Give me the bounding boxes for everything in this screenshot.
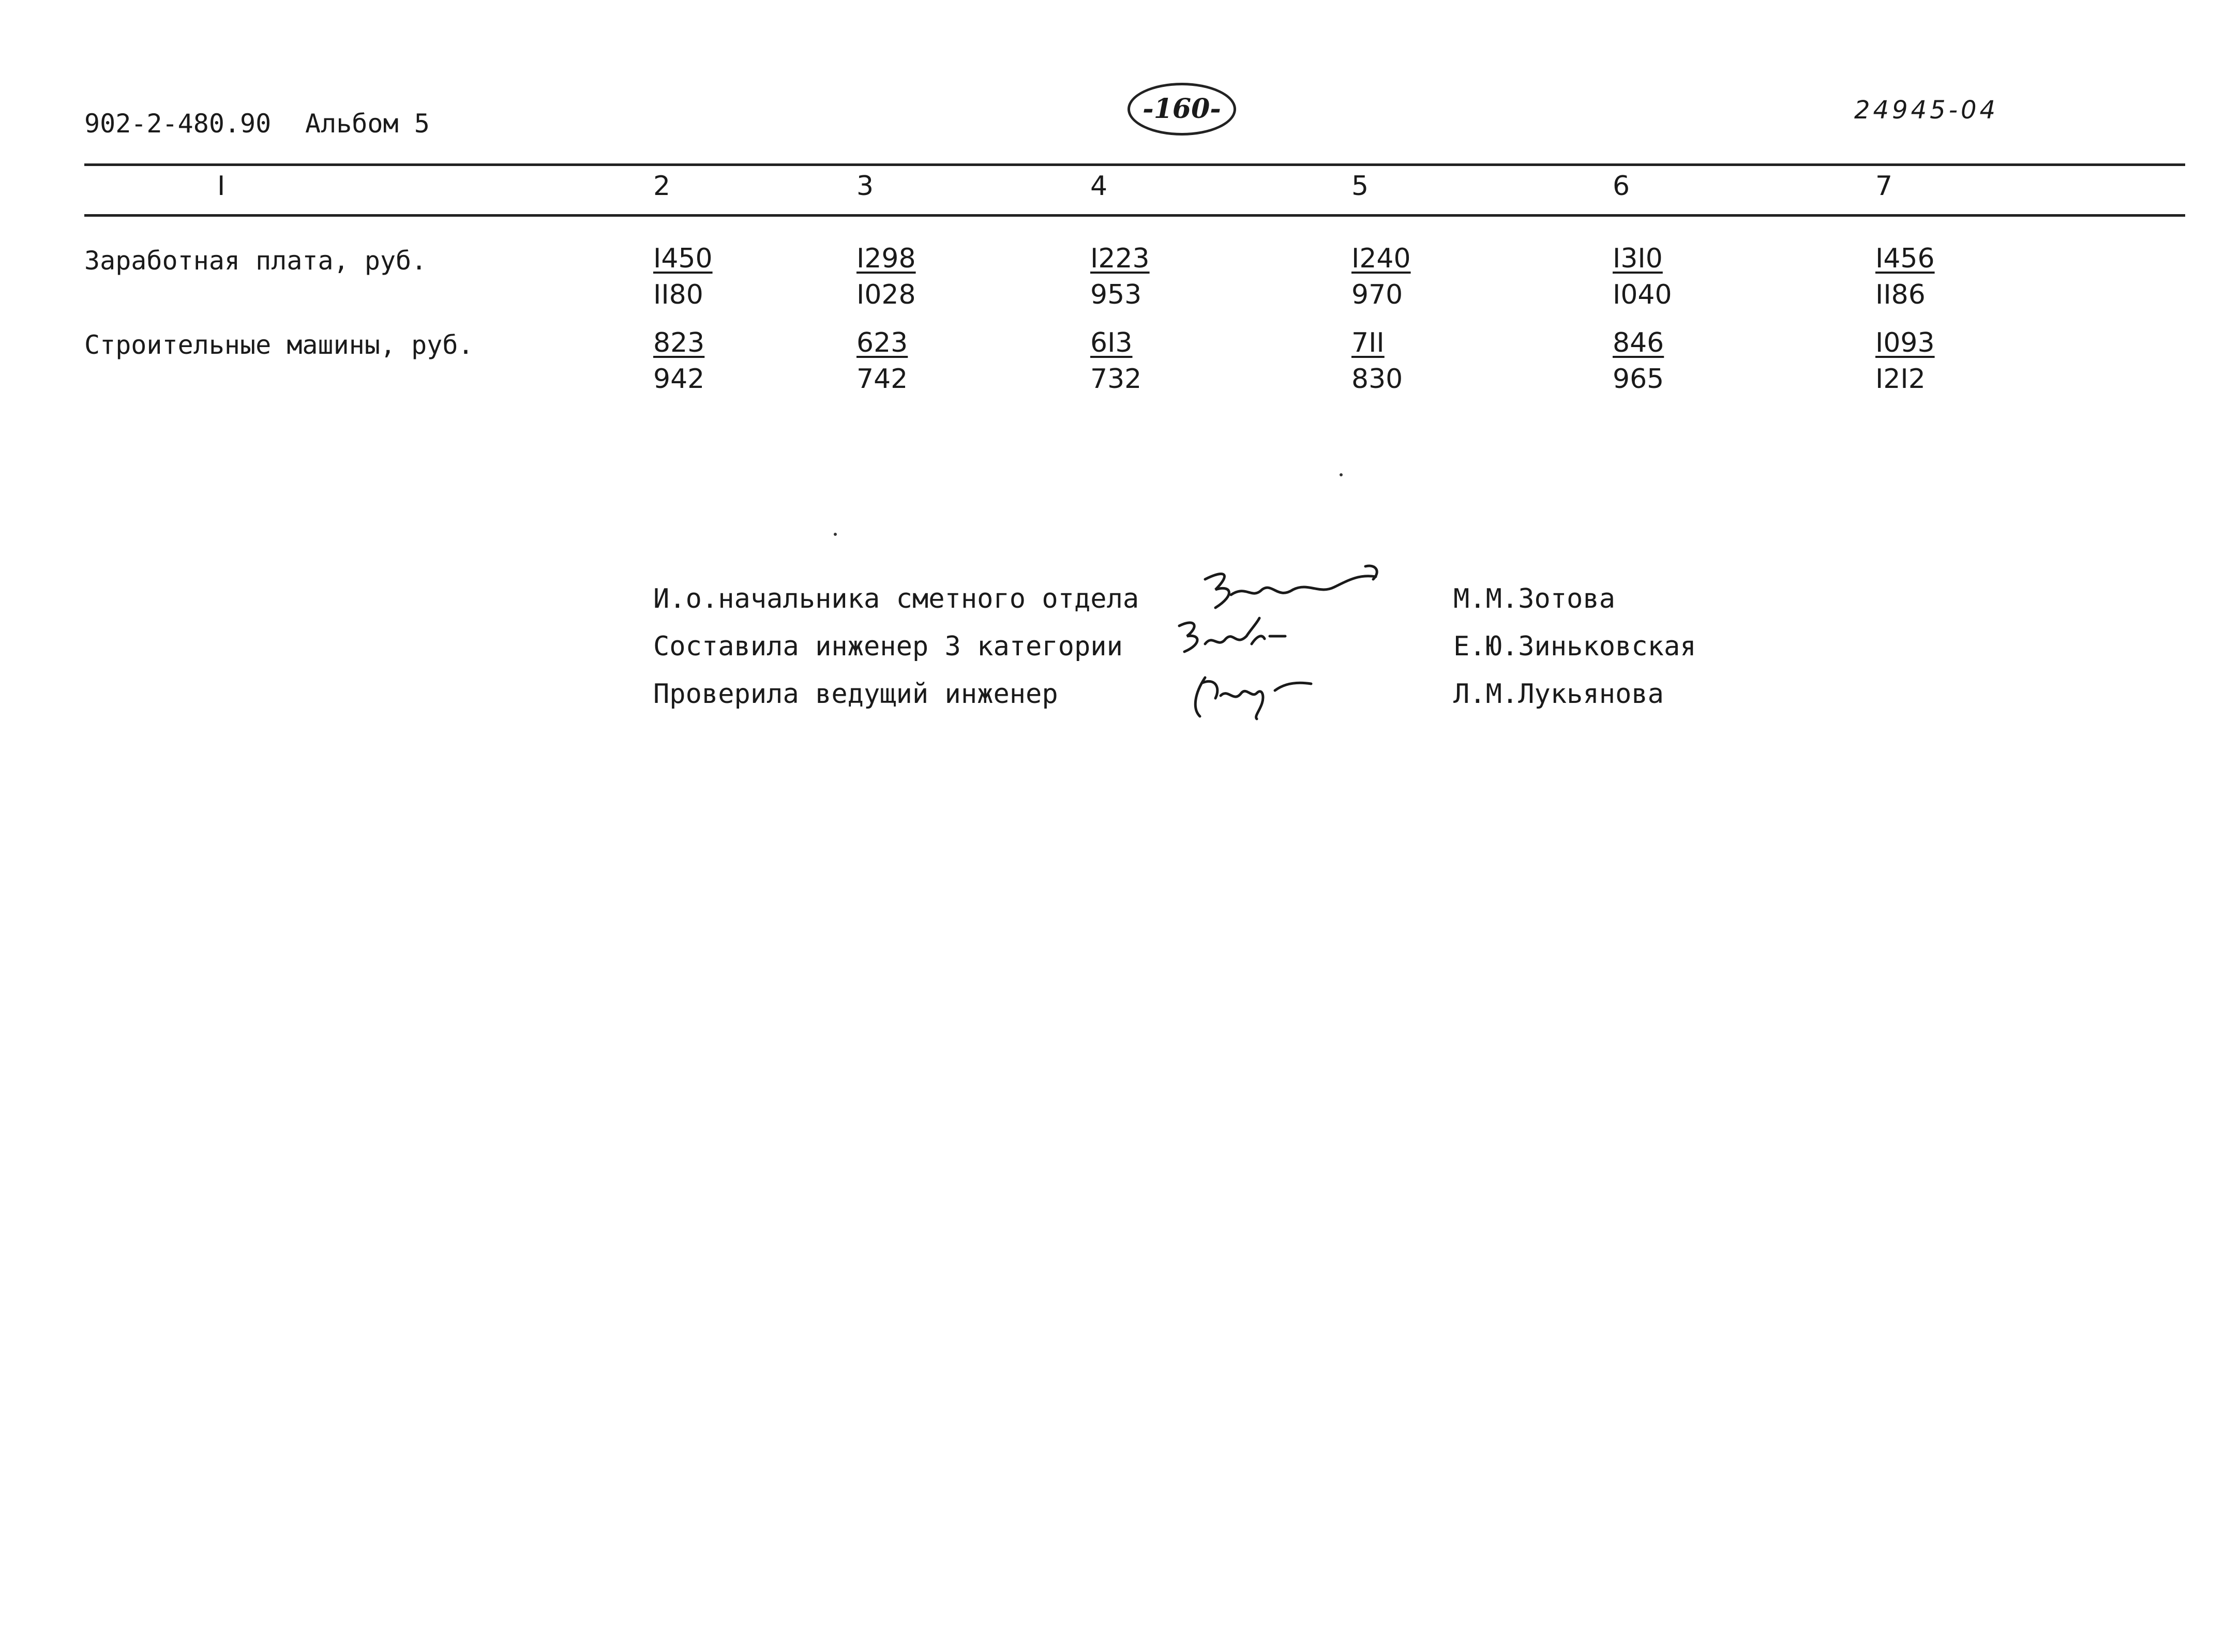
table-cell: I298: [856, 243, 916, 274]
signatory-role-3: Проверила ведущий инженер: [653, 679, 1058, 710]
table-cell: 823: [653, 327, 705, 358]
page-number: -160-: [1127, 83, 1236, 136]
table-cell: I028: [856, 279, 916, 310]
table-cell: II80: [653, 279, 703, 310]
table-cell: 623: [856, 327, 908, 358]
table-cell: 846: [1613, 327, 1664, 358]
table-cell: I223: [1090, 243, 1150, 274]
document-code: 902-2-480.90: [84, 109, 272, 139]
scan-dot: [1340, 473, 1343, 476]
table-cell: 970: [1351, 279, 1403, 310]
table-cell: I456: [1875, 243, 1935, 274]
table-cell: I3I0: [1613, 243, 1663, 274]
column-number-3: 3: [856, 171, 874, 202]
table-top-rule: [84, 163, 2185, 166]
column-number-5: 5: [1351, 171, 1369, 202]
table-cell: 7II: [1351, 327, 1385, 358]
table-cell: 830: [1351, 364, 1403, 395]
signatory-name-3: Л.М.Лукьянова: [1453, 679, 1664, 710]
table-cell: I2I2: [1875, 364, 1926, 395]
table-cell: 6I3: [1090, 327, 1133, 358]
signatory-role-2: Составила инженер 3 категории: [653, 631, 1123, 662]
column-number-4: 4: [1090, 171, 1108, 202]
table-cell: II86: [1875, 279, 1926, 310]
table-cell: I093: [1875, 327, 1935, 358]
album-label: Альбом 5: [305, 109, 430, 139]
signatory-name-1: М.М.Зотова: [1453, 583, 1616, 614]
scan-dot: [834, 533, 837, 536]
row-label-machines: Строительные машины, руб.: [84, 330, 474, 360]
signature-3: [1184, 667, 1314, 724]
signatory-name-2: Е.Ю.Зиньковская: [1453, 631, 1696, 662]
signature-2: [1174, 613, 1288, 659]
signatory-role-1: И.о.начальника сметного отдела: [653, 583, 1139, 614]
table-cell: 953: [1090, 279, 1142, 310]
column-number-6: 6: [1613, 171, 1630, 202]
row-label-wages: Заработная плата, руб.: [84, 246, 427, 276]
table-cell: 965: [1613, 364, 1664, 395]
signature-1: [1195, 559, 1391, 615]
table-cell: I450: [653, 243, 713, 274]
table-cell: 732: [1090, 364, 1142, 395]
registration-stamp: 24945-04: [1854, 96, 1999, 125]
column-number-7: 7: [1875, 171, 1893, 202]
table-header-rule: [84, 214, 2185, 217]
column-number-1: I: [217, 171, 225, 202]
table-cell: I040: [1613, 279, 1672, 310]
column-number-2: 2: [653, 171, 671, 202]
table-cell: 742: [856, 364, 908, 395]
table-cell: I240: [1351, 243, 1411, 274]
table-cell: 942: [653, 364, 705, 395]
